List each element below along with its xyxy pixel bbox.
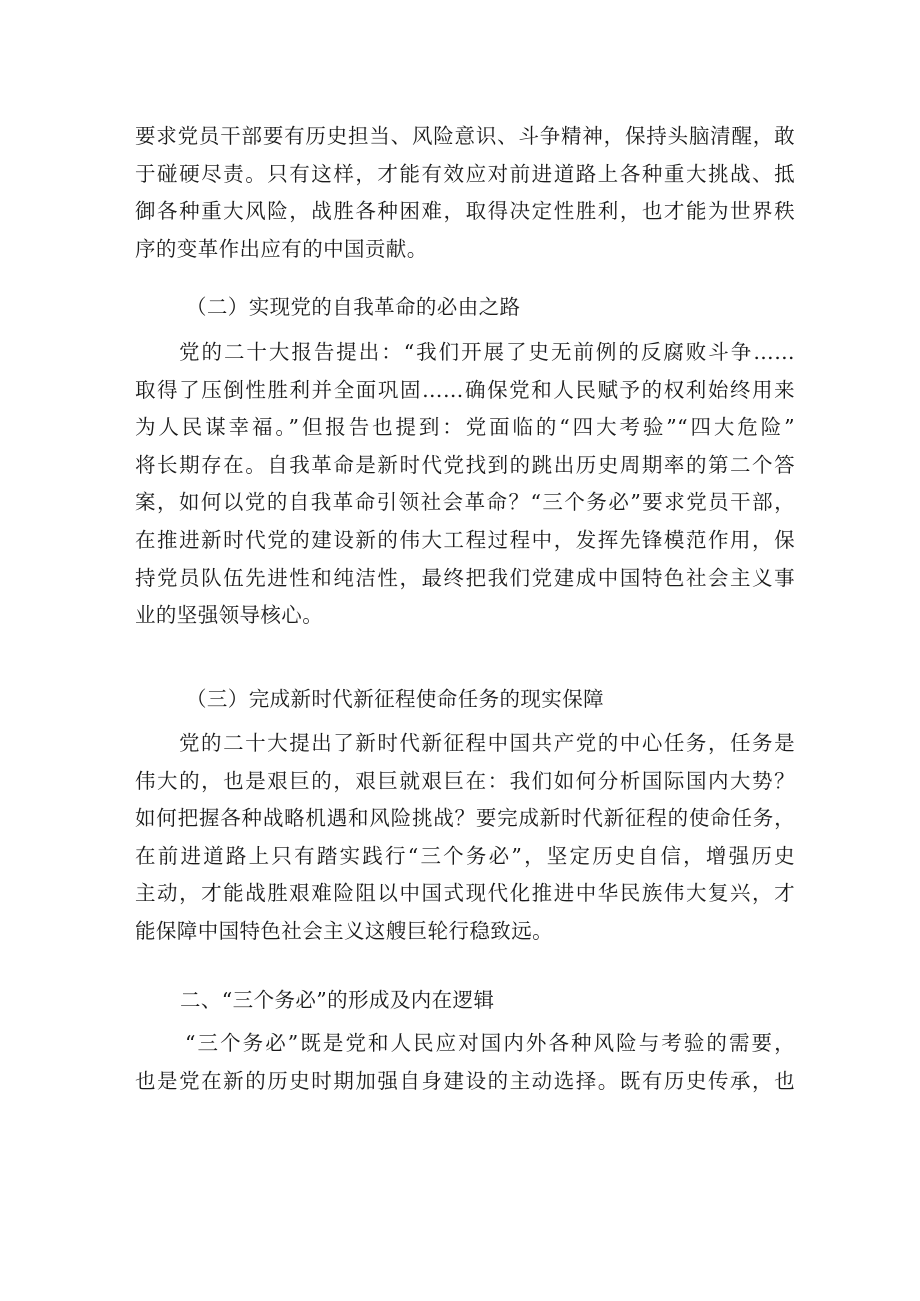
text-line: 如何把握各种战略机遇和风险挑战？要完成新时代新征程的使命任务， xyxy=(135,806,795,831)
text-line: 在前进道路上只有踏实践行“三个务必”，坚定历史自信，增强历史 xyxy=(135,843,795,868)
text-line: 能保障中国特色社会主义这艘巨轮行稳致远。 xyxy=(135,918,553,943)
text-line: “三个务必”既是党和人民应对国内外各种风险与考验的需要， xyxy=(185,1031,795,1055)
subheading xyxy=(186,289,786,327)
text-line: 伟大的，也是艰巨的，艰巨就艰巨在：我们如何分析国际国内大势？ xyxy=(135,768,795,793)
text-line: 于碰硬尽责。只有这样，才能有效应对前进道路上各种重大挑战、抵 xyxy=(135,161,795,186)
subheading-text: （二）实现党的自我革命的必由之路 xyxy=(186,295,521,319)
text-line: 序的变革作出应有的中国贡献。 xyxy=(135,236,428,261)
text-line: 党的二十大提出了新时代新征程中国共产党的中心任务，任务是 xyxy=(179,731,795,755)
text-line: 要求党员干部要有历史担当、风险意识、斗争精神，保持头脑清醒，敢 xyxy=(135,124,795,148)
text-line: 为人民谋幸福。”但报告也提到：党面临的“四大考验”“四大危险” xyxy=(135,415,795,440)
text-line: 取得了压倒性胜利并全面巩固……确保党和人民赋予的权利始终用来 xyxy=(135,377,795,402)
paragraph xyxy=(135,334,795,635)
subheading xyxy=(186,681,786,719)
subheading-text: （三）完成新时代新征程使命任务的现实保障 xyxy=(186,687,604,711)
section-heading-text: 二、“三个务必”的形成及内在逻辑 xyxy=(180,988,495,1012)
text-line: 主动，才能战胜艰难险阻以中国式现代化推进中华民族伟大复兴，才 xyxy=(135,881,795,906)
text-line: 案，如何以党的自我革命引领社会革命？“三个务必”要求党员干部， xyxy=(135,490,795,515)
text-line: 在推进新时代党的建设新的伟大工程过程中，发挥先锋模范作用，保 xyxy=(135,527,795,552)
text-line: 业的坚强领导核心。 xyxy=(135,603,324,628)
text-line: 持党员队伍先进性和纯洁性，最终把我们党建成中国特色社会主义事 xyxy=(135,565,795,590)
paragraph xyxy=(135,1025,795,1100)
text-line: 党的二十大报告提出：“我们开展了史无前例的反腐败斗争…… xyxy=(179,340,795,364)
paragraph xyxy=(135,725,795,951)
paragraph xyxy=(135,118,795,268)
text-line: 也是党在新的历史时期加强自身建设的主动选择。既有历史传承，也 xyxy=(135,1068,795,1093)
text-line: 将长期存在。自我革命是新时代党找到的跳出历史周期率的第二个答 xyxy=(135,452,795,477)
text-line: 御各种重大风险，战胜各种困难，取得决定性胜利，也才能为世界秩 xyxy=(135,199,795,224)
section-heading xyxy=(180,982,780,1020)
